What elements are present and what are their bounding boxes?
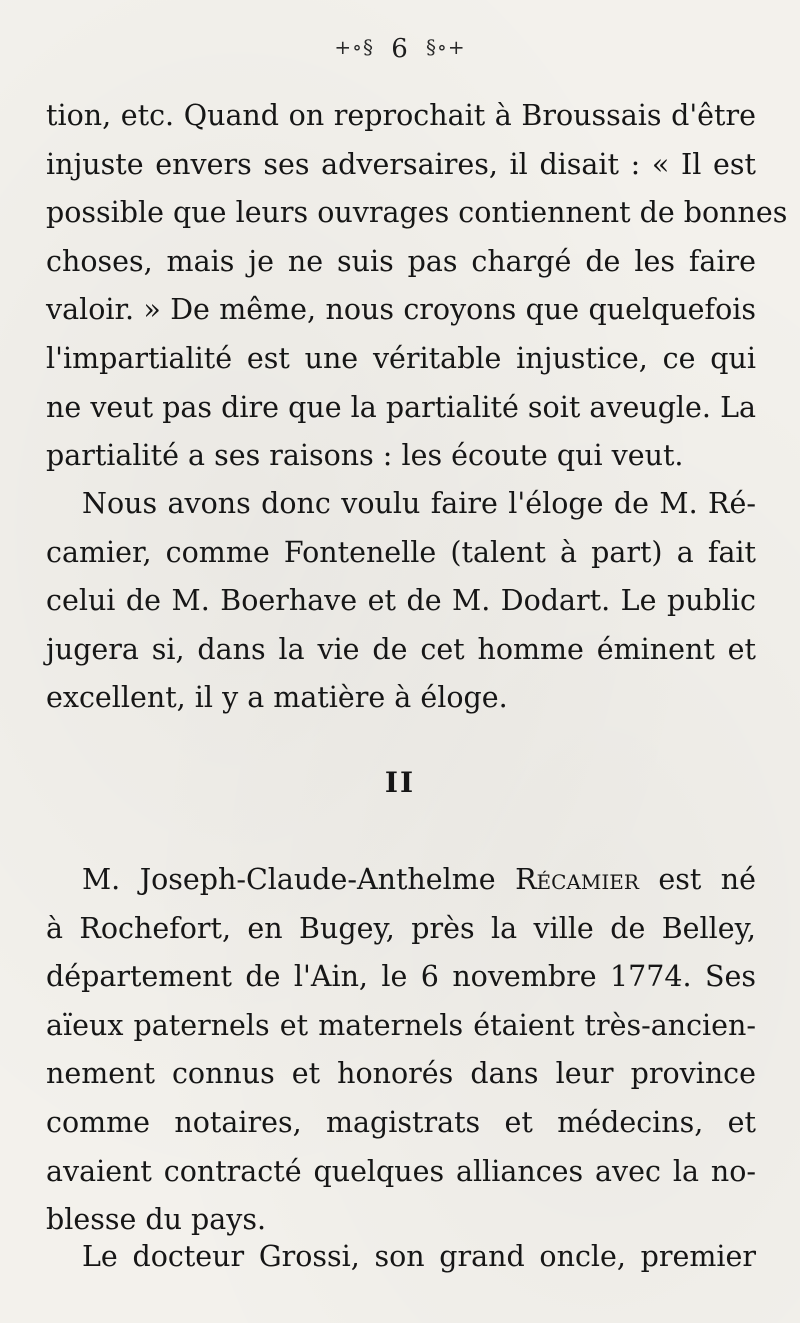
section-heading: II: [384, 766, 416, 799]
paragraph-2: [46, 480, 756, 723]
text-line-first: [46, 856, 756, 905]
text-line: possible que leurs ouvrages contiennent de bonnes: [46, 196, 788, 230]
text-line: nement connus et honorés dans leur province: [46, 1057, 756, 1091]
text-line: Nous avons donc voulu faire l'éloge de M. Ré-: [82, 487, 756, 520]
text-line: l'impartialité est une véritable injustice, ce qui: [46, 341, 756, 375]
text-line: jugera si, dans la vie de cet homme éminent et: [46, 632, 756, 666]
paragraph-3: [46, 856, 756, 1245]
text-line: blesse du pays.: [46, 1203, 267, 1237]
ornament-left: +∘§: [334, 35, 374, 59]
text-line: aïeux paternels et maternels étaient très-ancien-: [46, 1008, 756, 1042]
text-line: injuste envers ses adversaires, il disait : « Il est: [46, 147, 756, 181]
text-line: Le docteur Grossi, son grand oncle, premier: [82, 1240, 756, 1273]
paragraph-4: [46, 1233, 756, 1282]
text-fragment: M. Joseph-Claude-Anthelme: [82, 863, 496, 896]
text-line: avaient contracté quelques alliances avec la no-: [46, 1154, 756, 1188]
text-line: valoir. » De même, nous croyons que quelquefois: [46, 293, 756, 327]
text-line: celui de M. Boerhave et de M. Dodart. Le public: [46, 584, 756, 618]
text-line: ne veut pas dire que la partialité soit aveugle. La: [46, 390, 756, 424]
ornament-right: §∘+: [426, 35, 466, 59]
text-line: partialité a ses raisons : les écoute qui veut.: [46, 439, 684, 473]
page-header: [0, 34, 800, 64]
text-line: choses, mais je ne suis pas chargé de les faire: [46, 244, 756, 278]
text-line: camier, comme Fontenelle (talent à part) a fait: [46, 535, 756, 569]
text-line: excellent, il y a matière à éloge.: [46, 681, 508, 715]
paragraph-1: [46, 92, 788, 481]
page-number: 6: [391, 34, 409, 64]
text-line: département de l'Ain, le 6 novembre 1774. Ses: [46, 960, 756, 994]
text-line: à Rochefort, en Bugey, près la ville de Belley,: [46, 911, 756, 945]
surname: Récamier: [515, 863, 639, 896]
text-line: comme notaires, magistrats et médecins, et: [46, 1105, 756, 1139]
text-fragment: est né: [658, 863, 756, 896]
text-line: tion, etc. Quand on reprochait à Broussais d'être: [46, 99, 756, 132]
